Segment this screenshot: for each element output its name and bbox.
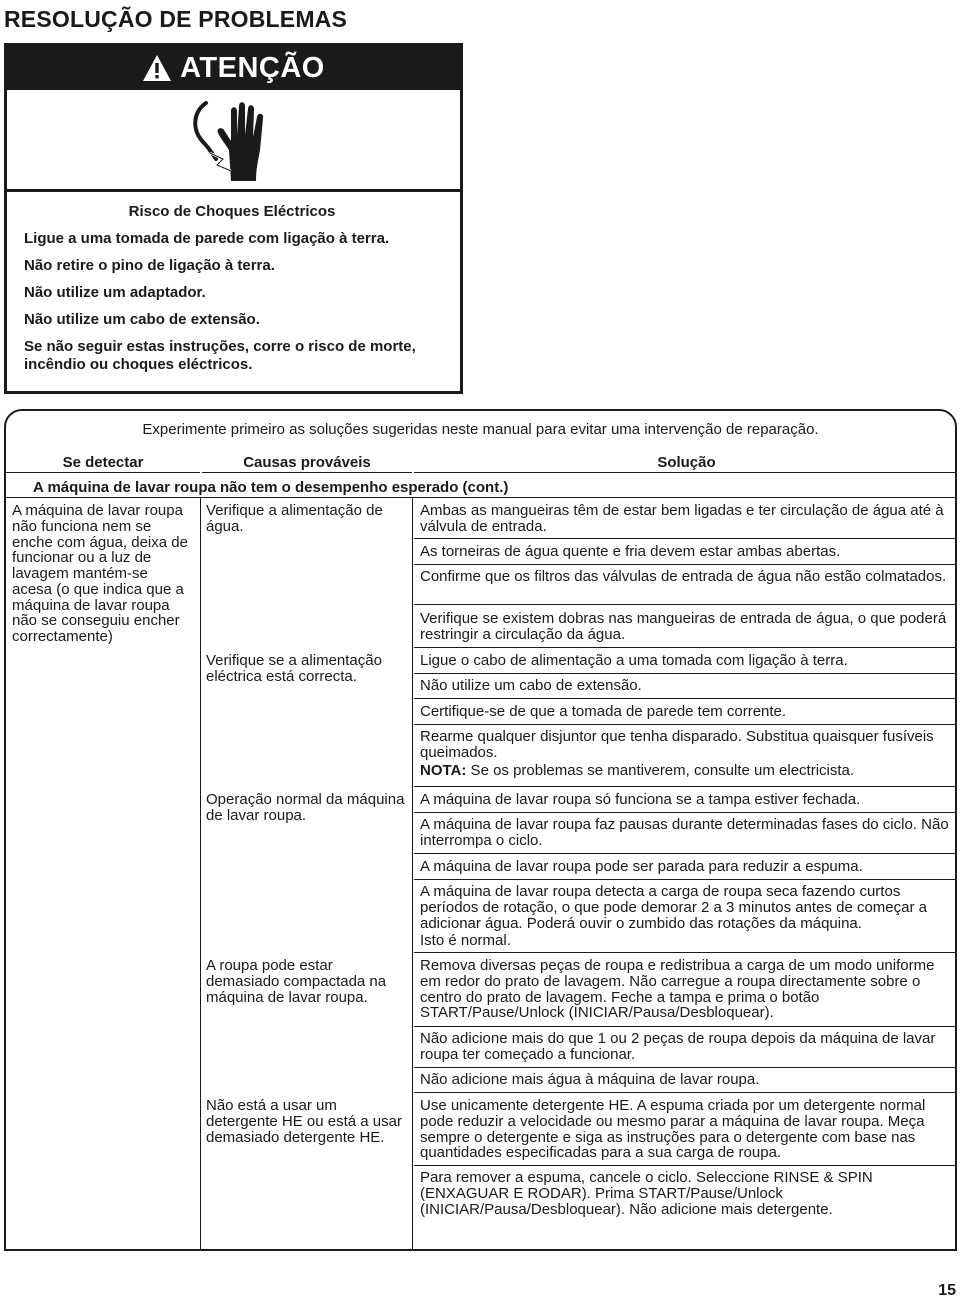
solution-text: Não adicione mais do que 1 ou 2 peças de roupa depois da máquina de lavar roupa ter começado a funcionar. <box>420 1030 936 1063</box>
solution-text: Certifique-se de que a tomada de parede tem corrente. <box>420 703 787 720</box>
solution-cell <box>414 678 957 699</box>
category-row: A máquina de lavar roupa não tem o desempenho esperado (cont.) <box>33 478 509 496</box>
solution-cell <box>414 817 957 854</box>
solution-cell <box>414 1098 957 1166</box>
symptom-cell: A máquina de lavar roupa não funciona nem se enche com água, deixa de funcionar ou a luz de lavagem mantém-se acesa (o que indica que a máquina de lavar roupa não se conseguiu encher correctamente) <box>12 502 188 645</box>
note-label: NOTA: <box>420 761 467 779</box>
solution-cell <box>414 859 957 880</box>
solution-text: Use unicamente detergente HE. A espuma criada por um detergente normal pode reduzir a velocidade ou mesmo parar a máquina de lavar roupa. Meça sempre o detergente e siga as instruções para o detergente com base nas quantidades especificadas para a sua carga de roupa. <box>420 1097 926 1162</box>
solution-cell <box>414 1072 957 1093</box>
solution-text: Remova diversas peças de roupa e redistribua a carga de um modo uniforme em redor do prato de lavagem. Não carregue a roupa directamente sobre o centro do prato de lavagem. Feche a tampa e prima o botão START/Pause/Unlock (INICIAR/Pausa/Desbloquear). <box>420 957 935 1022</box>
cause-cell: Não está a usar um detergente HE ou está a usar demasiado detergente HE. <box>206 1097 402 1146</box>
note-line <box>420 763 951 779</box>
solution-cell <box>414 958 957 1027</box>
solution-text: Ligue o cabo de alimentação a uma tomada com ligação à terra. <box>420 652 848 669</box>
solution-cell <box>414 704 957 725</box>
warning-heading: Risco de Choques Eléctricos <box>128 203 336 220</box>
cause-cell: Operação normal da máquina de lavar roupa. <box>206 791 405 824</box>
column-header-solution: Solução <box>414 453 957 473</box>
warning-line: Ligue a uma tomada de parede com ligação à terra. <box>24 230 390 247</box>
solution-cell <box>414 544 957 565</box>
solution-column <box>414 411 957 1251</box>
solution-cell <box>414 884 957 953</box>
warning-line: Não utilize um adaptador. <box>24 284 206 301</box>
warning-triangle-icon <box>142 54 172 82</box>
warning-header-text: ATENÇÃO <box>180 51 325 84</box>
warning-body <box>7 192 460 374</box>
warning-box <box>4 43 463 394</box>
solution-cell <box>414 503 957 539</box>
page-title: RESOLUÇÃO DE PROBLEMAS <box>4 6 348 32</box>
column-header-symptom: Se detectar <box>6 453 200 473</box>
cause-cell: A roupa pode estar demasiado compactada na máquina de lavar roupa. <box>206 957 387 1006</box>
solution-cell <box>414 653 957 674</box>
column-header-causes: Causas prováveis <box>202 453 412 473</box>
table-divider <box>200 497 201 1249</box>
page-number: 15 <box>938 1282 956 1299</box>
cause-cell: Verifique a alimentação de água. <box>206 502 383 535</box>
solution-text: A máquina de lavar roupa detecta a carga de roupa seca fazendo curtos períodos de rotação, o que pode demorar 2 a 3 minutos antes de começar a adicionar água. Poderá ouvir o zumbido das rotações da máquina. <box>420 883 927 932</box>
warning-header <box>7 46 460 90</box>
solution-text: Isto é normal. <box>420 932 511 950</box>
table-divider <box>412 497 413 1249</box>
solution-cell <box>414 611 957 648</box>
note-text: Se os problemas se mantiverem, consulte um electricista. <box>466 761 855 779</box>
solution-cell <box>414 792 957 813</box>
solution-text: Não adicione mais água à máquina de lavar roupa. <box>420 1071 760 1088</box>
warning-line: Não retire o pino de ligação à terra. <box>24 257 275 274</box>
solution-text: As torneiras de água quente e fria devem estar ambas abertas. <box>420 543 841 560</box>
solution-cell <box>414 1170 957 1226</box>
solution-text: Rearme qualquer disjuntor que tenha disparado. Substitua quaisquer fusíveis queimados. <box>420 728 934 761</box>
troubleshooting-table <box>4 409 957 1251</box>
solution-cell <box>414 729 957 787</box>
electric-shock-icon <box>7 90 460 189</box>
warning-line: Se não seguir estas instruções, corre o risco de morte, incêndio ou choques eléctricos. <box>24 338 416 373</box>
solution-text: A máquina de lavar roupa só funciona se a tampa estiver fechada. <box>420 791 861 808</box>
intro-text: Experimente primeiro as soluções sugeridas neste manual para evitar uma intervenção de reparação. <box>142 421 819 438</box>
warning-line: Não utilize um cabo de extensão. <box>24 311 260 328</box>
solution-text: Ambas as mangueiras têm de estar bem ligadas e ter circulação de água até à válvula de entrada. <box>420 502 944 535</box>
solution-text: Confirme que os filtros das válvulas de entrada de água não estão colmatados. <box>420 568 947 585</box>
solution-cell <box>414 569 957 605</box>
solution-text: Não utilize um cabo de extensão. <box>420 677 642 694</box>
cause-cell: Verifique se a alimentação eléctrica está correcta. <box>206 652 382 685</box>
solution-cell <box>414 1031 957 1068</box>
solution-text: A máquina de lavar roupa pode ser parada para reduzir a espuma. <box>420 858 863 875</box>
solution-text: A máquina de lavar roupa faz pausas durante determinadas fases do ciclo. Não interrompa o ciclo. <box>420 816 949 849</box>
solution-text: Verifique se existem dobras nas mangueiras de entrada de água, o que poderá restringir a circulação da água. <box>420 610 947 643</box>
solution-text: Para remover a espuma, cancele o ciclo. Seleccione RINSE & SPIN (ENXAGUAR E RODAR). Prima START/Pause/Unlock (INICIAR/Pausa/Desbloquear). Não adicione mais detergente. <box>420 1169 873 1218</box>
